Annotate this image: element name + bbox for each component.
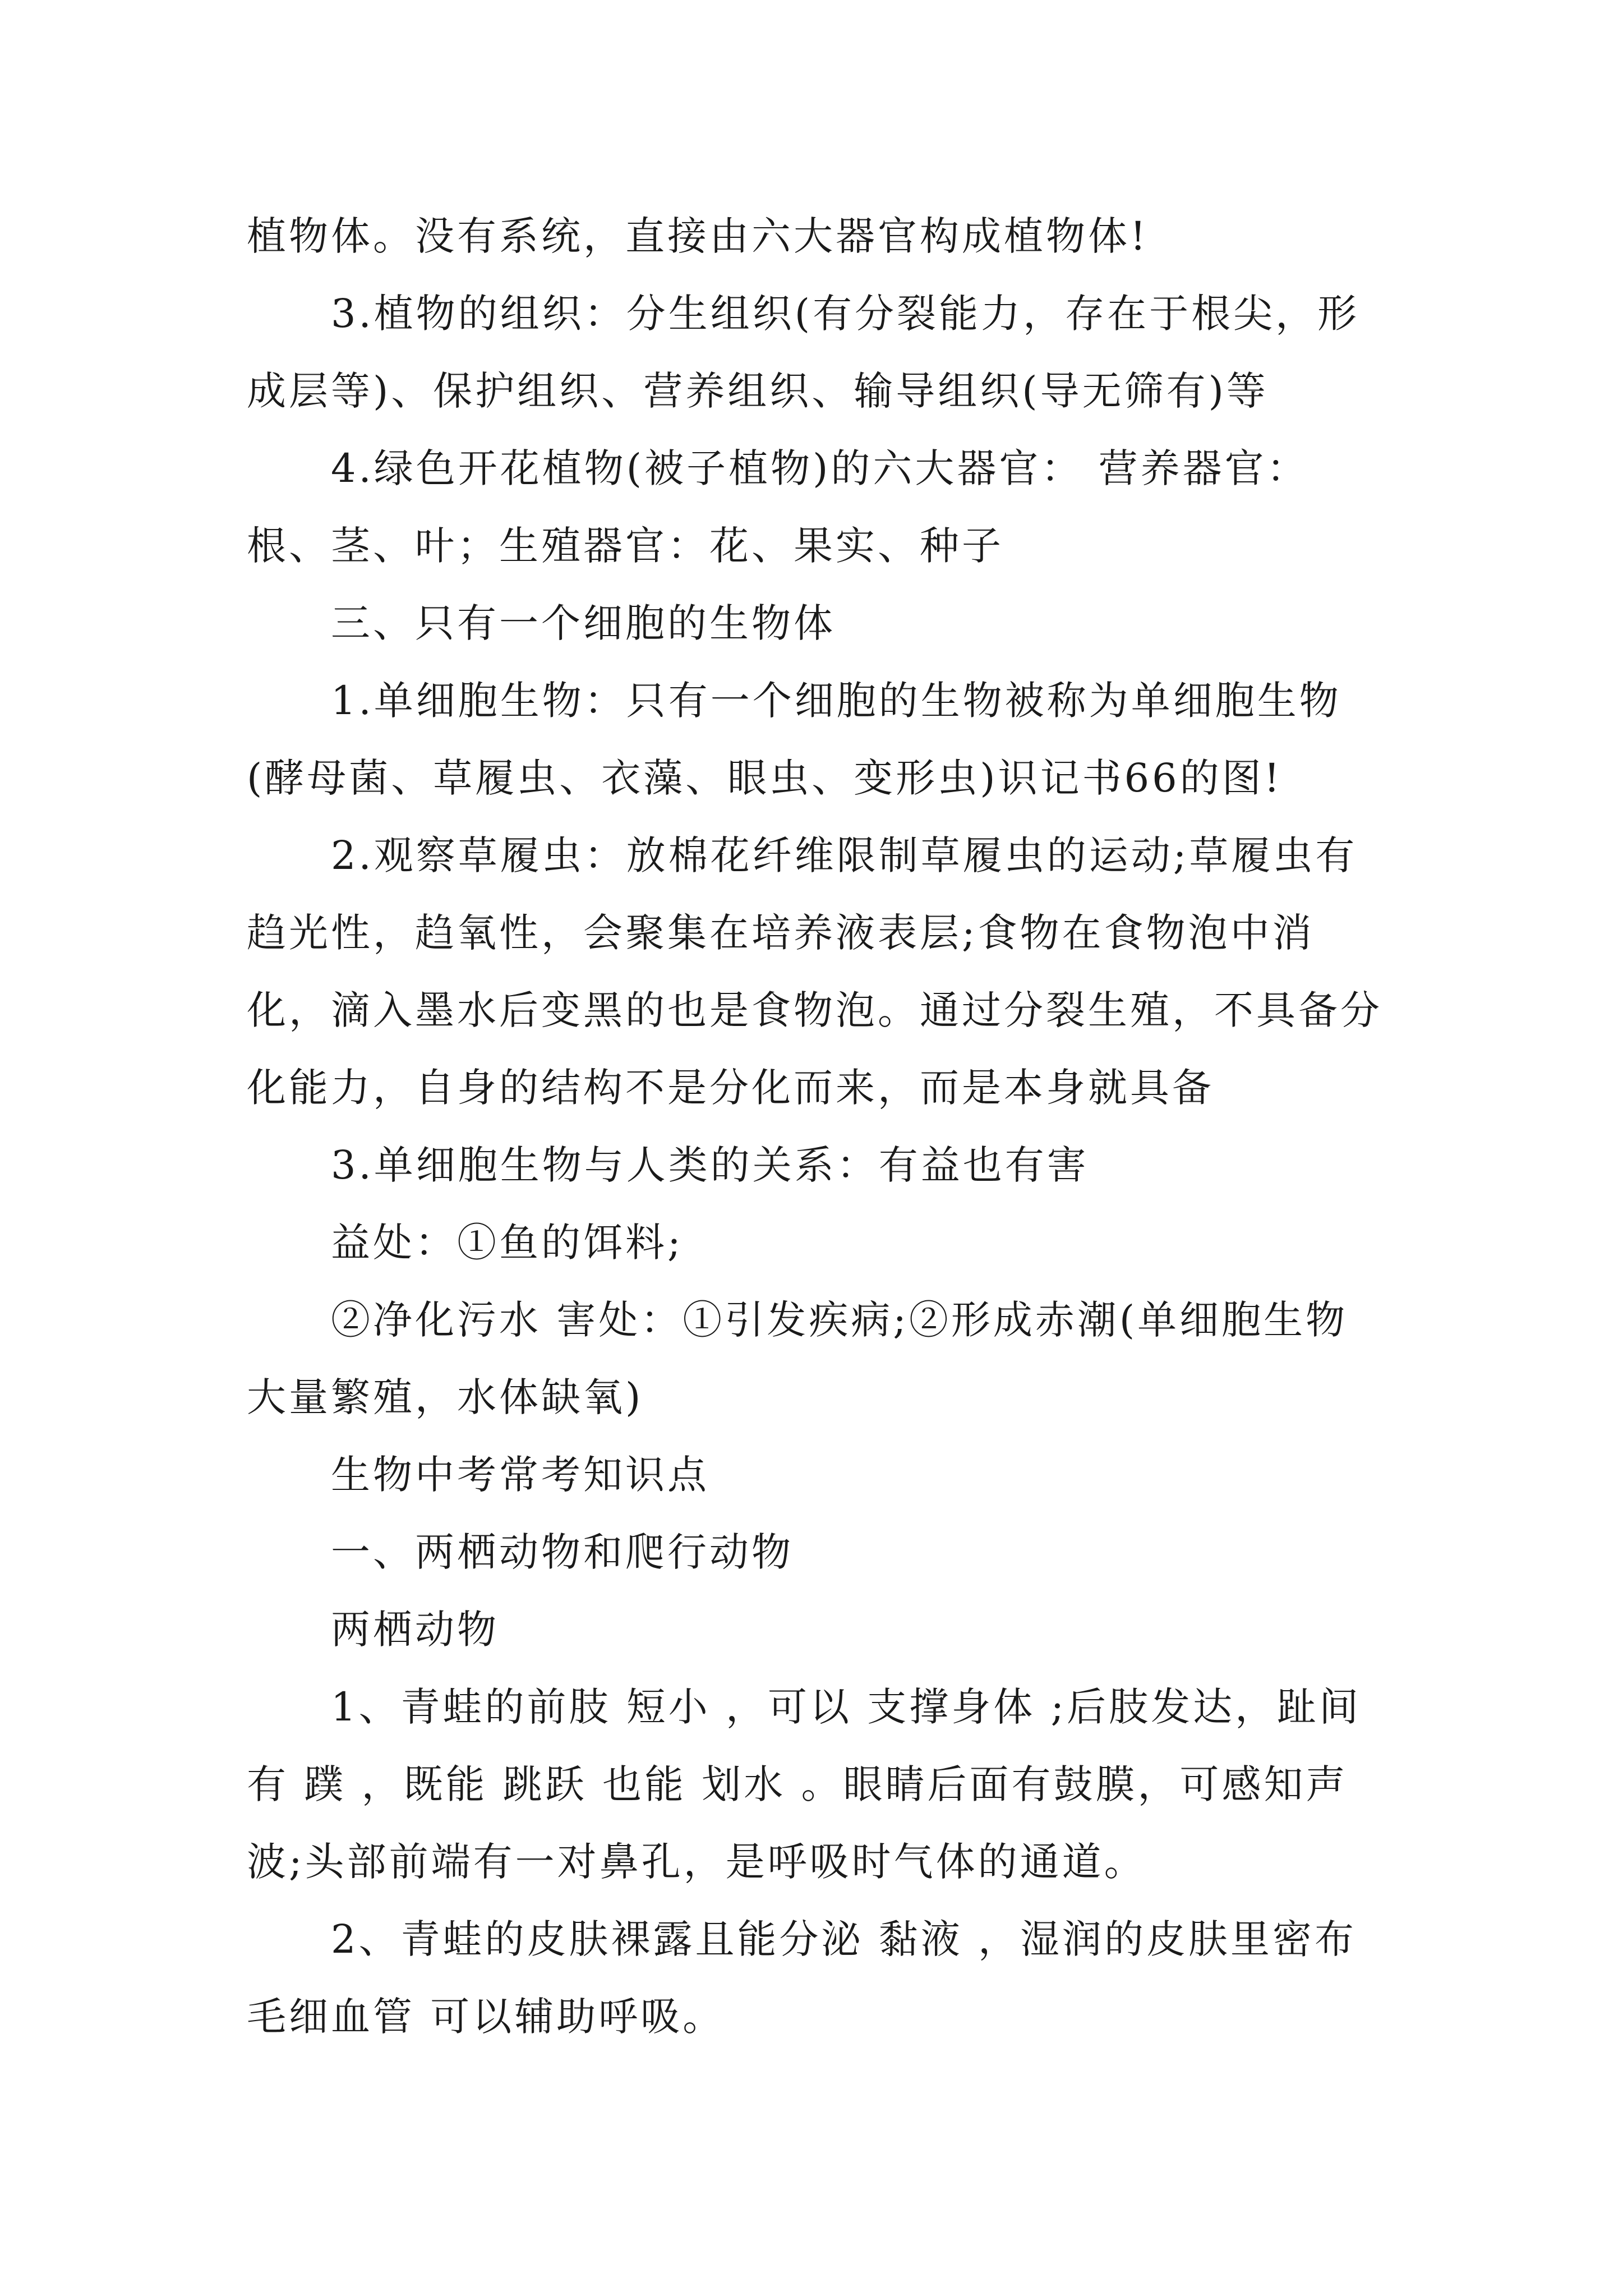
paragraph-2: 3.植物的组织：分生组织(有分裂能力，存在于根尖，形成层等)、保护组织、营养组织、输导组织(导无筛有)等 [247, 291, 1360, 414]
paragraph-3: 4.绿色开花植物(被子植物)的六大器官： 营养器官：根、茎、叶；生殖器官：花、果实、种子 [247, 445, 1309, 569]
subsection-heading: 两栖动物 [331, 1607, 499, 1653]
paragraph-5: 1.单细胞生物：只有一个细胞的生物被称为单细胞生物(酵母菌、草履虫、衣藻、眼虫、变形虫)识记书66的图! [247, 678, 1341, 801]
paragraph-13: 1、青蛙的前肢 短小 ，可以 支撑身体 ;后肢发达，趾间有 蹼 ，既能 跳跃 也能 划水 。眼睛后面有鼓膜，可感知声波;头部前端有一对鼻孔，是呼吸时气体的通道。 [247, 1684, 1362, 1885]
paragraph-9: ②净化污水 害处：①引发疾病;②形成赤潮(单细胞生物大量繁殖，水体缺氧) [247, 1297, 1348, 1420]
document-subtitle: 生物中考常考知识点 [331, 1452, 709, 1498]
section-heading-3: 三、只有一个细胞的生物体 [331, 600, 836, 646]
paragraph-8: 益处：①鱼的饵料; [331, 1220, 684, 1266]
paragraph-14: 2、青蛙的皮肤裸露且能分泌 黏液 ，湿润的皮肤里密布 毛细血管 可以辅助呼吸。 [247, 1916, 1357, 2040]
paragraph-7: 3.单细胞生物与人类的关系：有益也有害 [331, 1142, 1089, 1188]
document-body [247, 197, 1388, 2055]
paragraph-6: 2.观察草履虫：放棉花纤维限制草履虫的运动;草履虫有趋光性，趋氧性，会聚集在培养液表层;食物在食物泡中消化，滴入墨水后变黑的也是食物泡。通过分裂生殖，不具备分化能力，自身的结构不是分化而来，而是本身就具备 [247, 832, 1382, 1111]
paragraph-1: 植物体。没有系统，直接由六大器官构成植物体! [247, 213, 1149, 259]
section-heading-1: 一、两栖动物和爬行动物 [331, 1529, 794, 1575]
